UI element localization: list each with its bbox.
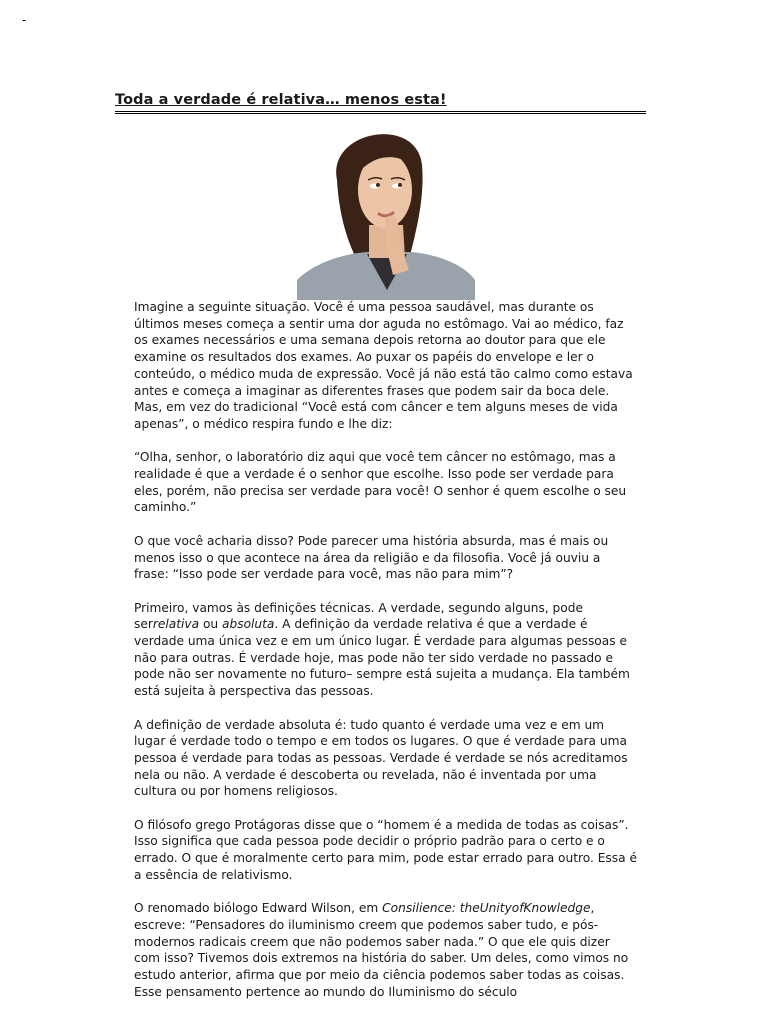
woman-thinking-illustration bbox=[297, 120, 475, 300]
paragraph-7 bbox=[134, 900, 637, 1000]
article-body bbox=[134, 299, 637, 1017]
paragraph-4-or: ou bbox=[199, 617, 223, 632]
paragraph-2: “Olha, senhor, o laboratório diz aqui que você tem câncer no estômago, mas a realidade é que a verdade é o senhor que escolhe. Isso pode ser verdade para eles, porém, não precisa ser verdade para você! O senhor é quem escolhe o seu caminho.” bbox=[134, 450, 627, 515]
paragraph-1: Imagine a seguinte situação. Você é uma pessoa saudável, mas durante os últimos meses começa a sentir uma dor aguda no estômago. Vai ao médico, faz os exames necessários e uma semana depois retorna ao doutor para que ele examine os resultados dos exames. Ao puxar os papéis do envelope e ler o conteúdo, o médico muda de expressão. Você já não está tão calmo como estava antes e começa a imaginar as diferentes frases que podem sair da boca dele. Mas, em vez do tradicional “Você está com câncer e tem alguns meses de vida apenas”, o médico respira fundo e lhe diz: bbox=[134, 300, 633, 431]
page-corner-mark: - bbox=[22, 13, 27, 27]
article-title: Toda a verdade é relativa… menos esta! bbox=[115, 92, 447, 108]
title-rule bbox=[115, 90, 646, 114]
term-relativa: relativa bbox=[152, 617, 200, 632]
paragraph-6: O filósofo grego Protágoras disse que o “homem é a medida de todas as coisas”. Isso significa que cada pessoa pode decidir o próprio padrão para o certo e o errado. O que é moralmente certo para mim, pode estar errado para outro. Essa é a essência de relativismo. bbox=[134, 817, 637, 882]
term-absoluta: absoluta bbox=[222, 617, 275, 632]
woman-thinking-photo bbox=[297, 120, 475, 300]
paragraph-7-start: O renomado biólogo Edward Wilson, em bbox=[134, 901, 383, 916]
paragraph-7-end: , escreve: “Pensadores do iluminismo creem que podemos saber tudo, e pós-modernos radicais creem que não podemos saber nada.” O que ele quis dizer com isso? Tivemos dois extremos na história do saber. Um deles, como vimos no estudo anterior, afirma que por meio da ciência podemos saber todas as coisas. Esse pensamento pertence ao mundo do Iluminismo do século bbox=[134, 901, 629, 999]
paragraph-4-start: Primeiro, vamos às definições técnicas. A verdade, segundo alguns, pode ser bbox=[134, 600, 583, 632]
paragraph-5: A definição de verdade absoluta é: tudo quanto é verdade uma vez e em um lugar é verdade todo o tempo e em todos os lugares. O que é verdade para uma pessoa é verdade para todas as pessoas. Verdade é verdade se nós acreditamos nela ou não. A verdade é descoberta ou revelada, não é inventada por uma cultura ou por homens religiosos. bbox=[134, 717, 628, 799]
paragraph-4-end: . A definição da verdade relativa é que a verdade é verdade uma única vez e em um único lugar. É verdade para algumas pessoas e não para outras. É verdade hoje, mas pode não ter sido verdade no passado e pode não ser novamente no futuro– sempre está sujeita a mudança. Ela também está sujeita à perspectiva das pessoas. bbox=[134, 617, 630, 699]
book-title: Consilience: theUnityofKnowledge bbox=[382, 901, 591, 916]
paragraph-3: O que você acharia disso? Pode parecer uma história absurda, mas é mais ou menos isso o que acontece na área da religião e da filosofia. Você já ouviu a frase: “Isso pode ser verdade para você, mas não para mim”? bbox=[134, 533, 609, 582]
paragraph-4 bbox=[134, 600, 637, 700]
